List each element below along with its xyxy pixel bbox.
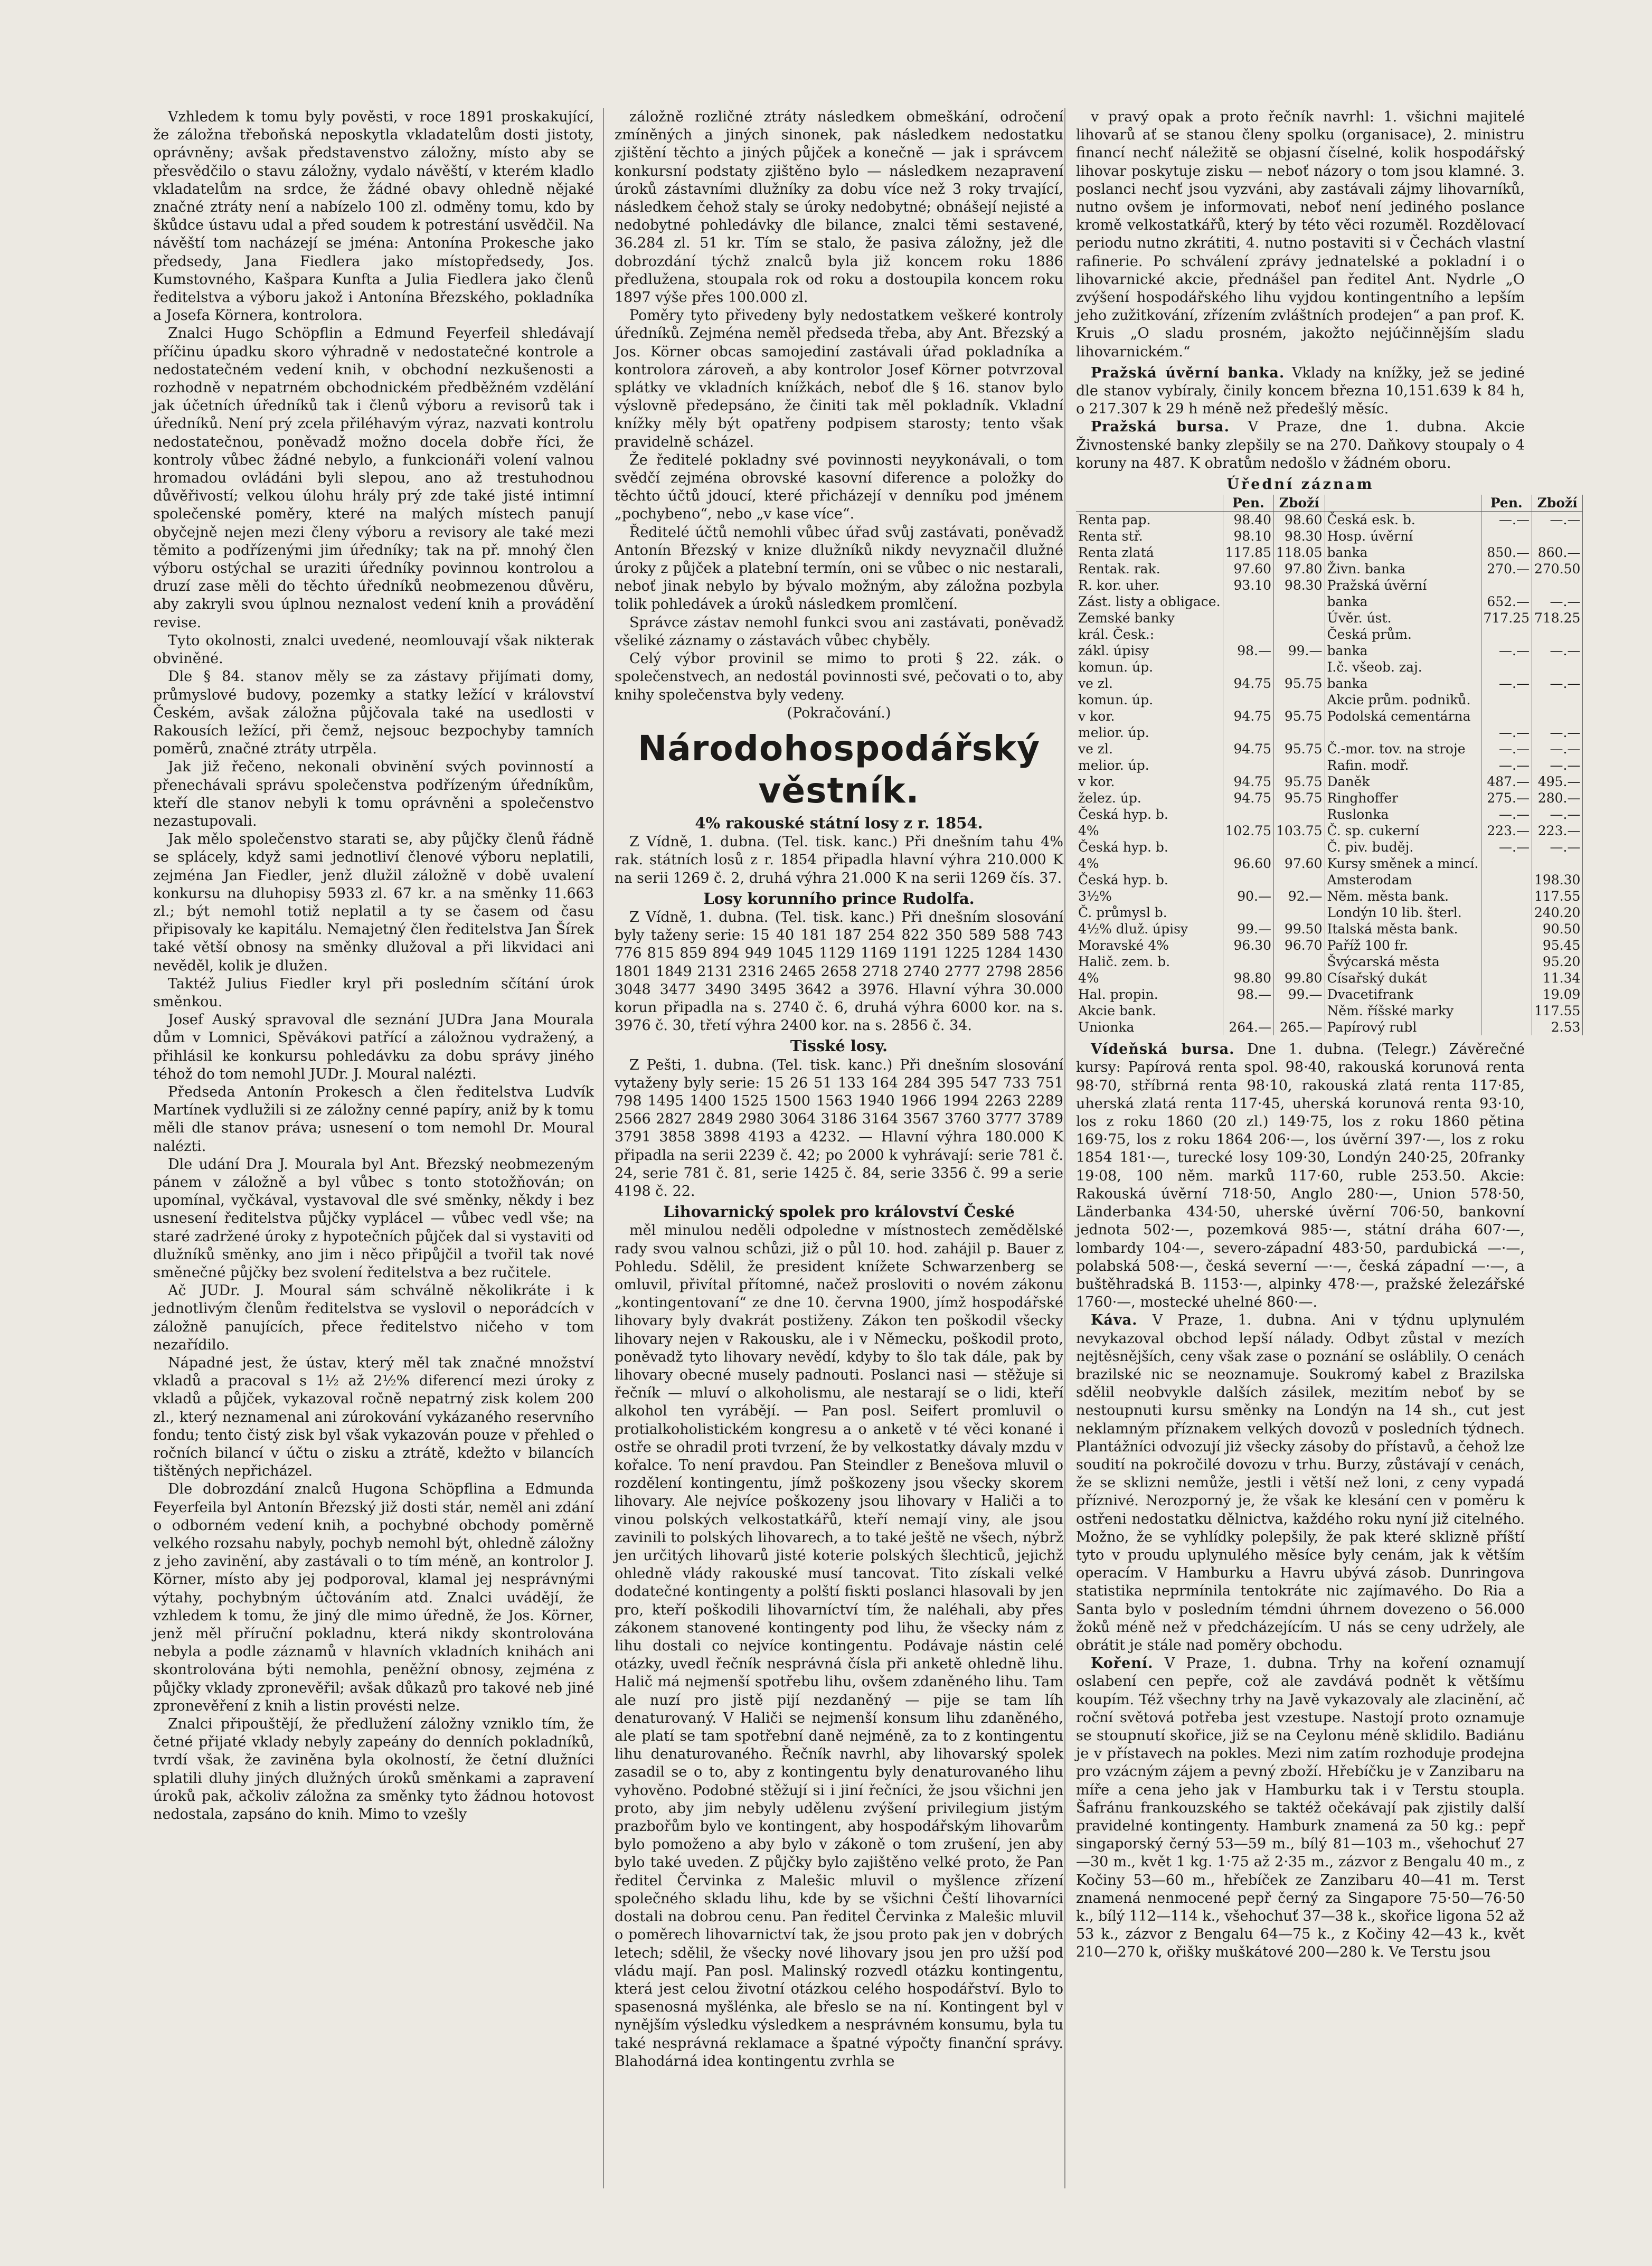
table-cell: 99.50 (1274, 921, 1325, 937)
paragraph: Dle dobrozdání znalců Hugona Schöpflina a Edmunda Feyerfeila byl Antonín Březský již dosti stár, neměl ani zdání o odborném vedení knih, a pochybné obchody poměrně velkého rozsahu nabyly, pochyb nemohl být, ohledně záložny z jeho zavinění, aby zastávali o to tím méně, an kontrolor J. Körner, místo aby jej podporoval, klamal jej nesprávnými výtahy, pochybným účtováním atd. Znalci uvádějí, že vzhledem k tomu, že jiný dle mimo úředně, že Jos. Körner, jenž měl příruční pokladnu, která nikdy skontrolována nebyla a podle záznamů v hlavních vkladních knihách ani skontrolována býti nemohla, peněžní obnosy, zejména z půjčky vklady zpronevěřil; avšak důkazů pro takové neb jiné zpronevěření z knih a listin provésti nelze. (153, 1481, 594, 1714)
table-cell: 90.— (1223, 888, 1273, 904)
table-cell: 99.80 (1274, 970, 1325, 986)
table-cell: Č.-mor. tov. na stroje (1325, 741, 1481, 757)
paragraph: Tyto okolnosti, znalci uvedené, neomlouvají však nikterak obviněné. (153, 632, 594, 667)
article-title: Vídeňská bursa. (1091, 1041, 1235, 1058)
table-cell: Moravské 4% (1076, 937, 1223, 953)
table-cell: 264.— (1223, 1019, 1273, 1035)
table-cell (1481, 626, 1532, 643)
table-row (1076, 512, 1583, 528)
table-cell: 94.75 (1223, 741, 1273, 757)
paragraph: Jak mělo společenstvo starati se, aby půjčky členů řádně se splácely, když sami jednotliví členové výboru neplatili, zejména Jan Fiedler, jenž dlužil záložně v době uvalení konkursu na dluhopisy 5933 zl. 67 kr. a na směnky 11.663 zl.; být nemohl totiž neplatil a ty se časem od času připisovaly ke kapitálu. Nemajetný člen ředitelstva Jan Šírek také větší obnosy na směnky dlužoval a při likvidaci ani nevěděl, kolik je dlužen. (153, 831, 594, 974)
table-cell: 98.— (1223, 643, 1273, 659)
table-cell: ve zl. (1076, 741, 1223, 757)
table-cell: Pražská úvěrní (1325, 577, 1481, 593)
table-row (1076, 790, 1583, 806)
table-cell: —.— (1481, 806, 1532, 823)
table-header-cell (1076, 495, 1223, 512)
table-cell (1274, 953, 1325, 970)
table-row (1076, 904, 1583, 921)
article-title: 4% rakouské státní losy z r. 1854. (695, 814, 983, 832)
table-cell (1532, 577, 1582, 593)
table-cell: Česká prům. (1325, 626, 1481, 643)
table-row (1076, 888, 1583, 904)
table-cell: melior. úp. (1076, 757, 1223, 773)
table-cell (1274, 806, 1325, 823)
table-cell: 98.40 (1223, 512, 1273, 528)
table-cell: 94.75 (1223, 790, 1273, 806)
table-cell: 95.75 (1274, 675, 1325, 692)
paragraph: Z Vídně, 1. dubna. (Tel. tisk. kanc.) Při dnešním slosování byly taženy serie: 15 40 181 187 254 822 350 589 588 743 776 815 859 894 949 1045 1129 1169 1191 1225 1284 1430 1801 1849 2131 2316 2465 2658 2718 2740 2777 2798 2856 3048 3477 3490 3495 3642 a 3976. Hlavní výhra 30.000 korun připadla na s. 2740 č. 6, druhá výhra 6000 kor. na s. 3976 č. 30, třetí výhra 2400 kor. na s. 2856 č. 34. (615, 909, 1063, 1034)
table-cell: —.— (1532, 806, 1582, 823)
table-cell: Paříž 100 fr. (1325, 937, 1481, 953)
table-cell: Daněk (1325, 773, 1481, 790)
paragraph: Že ředitelé pokladny své povinnosti neyykonávali, o tom svědčí zejména obrovské kasovní diference a položky do těchto účtů jdoucí, které přicházejí v denníku pod jménem „pochybeno“, nebo „v kase více“. (615, 451, 1063, 523)
table-cell (1481, 872, 1532, 888)
table-cell: 717.25 (1481, 610, 1532, 626)
table-row (1076, 626, 1583, 643)
table-header-cell: Zboží (1274, 495, 1325, 512)
paragraph: Znalci připouštějí, že předlužení záložny vzniklo tím, že četné přijaté vklady nebyly zapeány do denních pokladníků, tvrdí však, že zaviněna byla okolností, že četní dlužníci splatili dluhy jiných dlužných úroků směnkami a zapravení úroků pak, ačkoliv záložna za směnky tyto žádnou hotovost nedostala, zapsáno do knih. Mimo to vzešly (153, 1716, 594, 1823)
table-cell: —.— (1532, 643, 1582, 659)
table-cell (1532, 528, 1582, 544)
table-cell (1223, 610, 1273, 626)
paragraph: Předseda Antonín Prokesch a člen ředitelstva Ludvík Martínek vydlužili si ze záložny cenné papíry, aniž by k tomu měli dle stanov práva; usnesení o tom nemohl Dr. Moural nalézti. (153, 1083, 594, 1155)
article-text: Dne 1. dubna. (Telegr.) Závěrečné kursy: Papírová renta spol. 98·40, rakouská korunová renta 98·70, stříbrná renta 98·10, rakouská zlatá renta 117·85, uherská zlatá renta 117·45, uherská korunová renta 93·10, los z roku 1860 (20 zl.) 149·75, los z roku 1860 pětina 169·75, los z roku 1864 206·—, los úvěrní 397·—, los z roku 1854 181·—, turecké losy 109·30, Londýn 240·25, 20franky 19·08, 100 něm. marků 117·60, ruble 253.50. Akcie: Rakouská úvěrní 718·50, Anglo 280·—, Union 578·50, Länderbanka 434·50, uherské úvěrní 706·50, bankovní jednota 502·—, pozemková 985·—, státní dráha 607·—, lombardy 104·—, severo-západní 483·50, pardubická —·—, polabská 508·—, česká severní —·—, česká západní —·—, a buštěhradská B. 1153·—, alpinky 478·—, pražské železářské 1760·—, mostecké uhelné 860·—. (1076, 1041, 1525, 1311)
table-cell: 4% (1076, 823, 1223, 839)
table-cell (1274, 757, 1325, 773)
table-cell (1274, 1003, 1325, 1019)
table-cell (1481, 577, 1532, 593)
table-cell: Kursy směnek a mincí. (1325, 855, 1481, 872)
table-cell: ve zl. (1076, 675, 1223, 692)
table-cell (1223, 692, 1273, 708)
paragraph: Nápadné jest, že ústav, který měl tak značné množství vkladů a pracoval s 1½ až 2½% diferencí mezi úroky z vkladů a půjček, vykazoval ročně nepatrný zisk kolem 200 zl., který neznamenal ani zúrokování vykázaného reservního fondu; tento čistý zisk byl však vykazován pouze v přehled o ročních bilancí v účtu o zisku a ztrátě, kdežto v bilancích tištěných nepřicházel. (153, 1355, 594, 1480)
table-cell: komun. úp. (1076, 659, 1223, 675)
table-cell: 718.25 (1532, 610, 1582, 626)
table-cell (1532, 626, 1582, 643)
paragraph: Z Vídně, 1. dubna. (Tel. tisk. kanc.) Při dnešním tahu 4% rak. státních losů z r. 1854 připadla hlavní výhra 210.000 K na serii 1269 č. 2, druhá výhra 21.000 K na serii 1269 čís. 37. (615, 834, 1063, 886)
table-cell: 99.— (1274, 986, 1325, 1003)
table-row (1076, 1019, 1583, 1035)
table-cell (1481, 692, 1532, 708)
table-row (1076, 1003, 1583, 1019)
table-cell (1274, 659, 1325, 675)
table-cell: 103.75 (1274, 823, 1325, 839)
table-cell: Rafin. modř. (1325, 757, 1481, 773)
article-title: Pražská bursa. (1091, 419, 1230, 436)
table-cell: 102.75 (1223, 823, 1273, 839)
table-cell: 117.55 (1532, 1003, 1582, 1019)
table-row (1076, 839, 1583, 855)
table-cell: Úvěr. úst. (1325, 610, 1481, 626)
table-cell: 99.— (1274, 643, 1325, 659)
paragraph (1076, 364, 1525, 419)
section-headline: Národohospodářský věstník. (638, 728, 1040, 811)
table-cell (1532, 692, 1582, 708)
table-cell: v kor. (1076, 708, 1223, 724)
table-cell (1274, 872, 1325, 888)
table-cell: 4½% dluž. úpisy (1076, 921, 1223, 937)
article-title: Pražská úvěrní banka. (1091, 364, 1285, 381)
table-cell (1532, 855, 1582, 872)
paragraph: Ač JUDr. J. Moural sám schválně několikráte i k jednotlivým členům ředitelstva se vyslovil o neporádcích v záložně panujících, přece ředitelstvo ničeho v tom nezařídilo. (153, 1282, 594, 1353)
article-title: Tisské losy. (790, 1037, 888, 1055)
table-cell (1481, 528, 1532, 544)
paragraph: Josef Auský spravoval dle seznání JUDra Jana Mourala dům v Lomnici, Spěvákovi patřící a záložnou vydražený, a přihlásil ke konkursu pohledávku za dobu správy jiného téhož do tom nemohl JUDr. J. Moural nalézti. (153, 1012, 594, 1082)
table-cell (1223, 659, 1273, 675)
table-header-cell: Pen. (1223, 495, 1273, 512)
table-cell (1481, 659, 1532, 675)
paragraph: Vzhledem k tomu byly pověsti, v roce 1891 proskakující, že záložna třeboňská neposkytla vkladatelům dosti jistoty, oprávněny; avšak představenstvo záložny, místo aby se přesvědčilo o stavu záložny, vydalo návěští, v kterém kladlo vkladatelům na srdce, že žádné obavy ohledně nějaké značné ztráty není a nabízelo 100 zl. odměny tomu, kdo by škůdce ústavu udal a před soudem k potrestání usvědčil. Na návěští tom nacházejí se jména: Antonína Prokesche jako předsedy, Jana Fiedlera jako místopředsedy, Jos. Kumstovného, Kašpara Kunfta a Julia Fiedlera jako členů ředitelstva a výboru jakož i Antonína Březského, pokladníka a Josefa Körnera, kontrolora. (153, 109, 594, 324)
table-cell: 93.10 (1223, 577, 1273, 593)
paragraph (1076, 1311, 1525, 1655)
table-cell (1223, 872, 1273, 888)
table-cell (1481, 888, 1532, 904)
table-cell (1532, 659, 1582, 675)
table-cell: Amsterodam (1325, 872, 1481, 888)
paragraph: Z Pešti, 1. dubna. (Tel. tisk. kanc.) Při dnešním slosování vytaženy byly serie: 15 26 51 133 164 284 395 547 733 751 798 1495 1400 1525 1500 1563 1940 1966 1994 2263 2289 2566 2827 2849 2980 3064 3186 3164 3567 3760 3777 3789 3791 3858 3898 4193 a 4232. — Hlavní výhra 180.000 K připadla na serii 2239 č. 42; po 2000 k vyhrávají: serie 781 č. 24, serie 781 č. 81, serie 1425 č. 84, serie 3356 č. 99 a serie 4198 č. 22. (615, 1056, 1063, 1200)
table-row (1076, 937, 1583, 953)
table-cell: —.— (1532, 724, 1582, 741)
table-cell: banka (1325, 593, 1481, 610)
paragraph (1076, 1655, 1525, 1961)
table-cell (1481, 986, 1532, 1003)
table-cell: 97.80 (1274, 561, 1325, 577)
table-cell: 95.20 (1532, 953, 1582, 970)
table-cell: banka (1325, 675, 1481, 692)
table-cell: Hal. propin. (1076, 986, 1223, 1003)
table-cell: —.— (1481, 512, 1532, 528)
table-cell (1274, 724, 1325, 741)
table-cell: 270.— (1481, 561, 1532, 577)
table-cell (1481, 953, 1532, 970)
table-cell: Ringhoffer (1325, 790, 1481, 806)
table-cell: 97.60 (1274, 855, 1325, 872)
table-cell: Česká hyp. b. (1076, 872, 1223, 888)
table-header-cell: Pen. (1481, 495, 1532, 512)
table-cell (1481, 937, 1532, 953)
table-cell: Císařský dukát (1325, 970, 1481, 986)
table-cell: Ruslonka (1325, 806, 1481, 823)
table-cell: Akcie bank. (1076, 1003, 1223, 1019)
table-cell: 97.60 (1223, 561, 1273, 577)
table-title: Úřední záznam (1226, 476, 1374, 493)
table-row (1076, 773, 1583, 790)
table-cell: —.— (1481, 839, 1532, 855)
table-cell: 4% (1076, 970, 1223, 986)
table-cell: Akcie prům. podniků. (1325, 692, 1481, 708)
table-cell (1274, 904, 1325, 921)
table-cell: 94.75 (1223, 675, 1273, 692)
table-cell: v kor. (1076, 773, 1223, 790)
table-header-row (1076, 495, 1583, 512)
table-row (1076, 561, 1583, 577)
table-cell: —.— (1481, 675, 1532, 692)
paragraph: Taktéž Julius Fiedler kryl při posledním sčítání úrok směnkou. (153, 975, 594, 1010)
column-2 (615, 108, 1063, 2071)
table-cell: R. kor. uher. (1076, 577, 1223, 593)
table-cell (1325, 724, 1481, 741)
table-cell: 198.30 (1532, 872, 1582, 888)
table-row (1076, 855, 1583, 872)
table-cell: 94.75 (1223, 708, 1273, 724)
table-row (1076, 741, 1583, 757)
table-row (1076, 593, 1583, 610)
table-row (1076, 970, 1583, 986)
table-cell: 265.— (1274, 1019, 1325, 1035)
table-cell: 96.30 (1223, 937, 1273, 953)
table-cell: 95.75 (1274, 773, 1325, 790)
table-cell: 95.75 (1274, 708, 1325, 724)
table-cell (1223, 757, 1273, 773)
table-cell: 98.30 (1274, 528, 1325, 544)
article-title: Koření. (1091, 1655, 1154, 1672)
paragraph: Dle § 84. stanov měly se za zástavy přijímati domy, průmyslové budovy, pozemky a statky ležící v království Českém, avšak záložna půjčovala také na usedlosti v Rakousích ležící, při čemž, nejsouc bezpochyby tamních poměrů, značné ztráty utrpěla. (153, 668, 594, 758)
table-cell: 96.60 (1223, 855, 1273, 872)
table-cell: 95.45 (1532, 937, 1582, 953)
table-cell: Rentak. rak. (1076, 561, 1223, 577)
article-title: Lihovarnický spolek pro království České (663, 1203, 1015, 1221)
table-cell: Česká hyp. b. (1076, 806, 1223, 823)
table-cell (1274, 839, 1325, 855)
table-row (1076, 708, 1583, 724)
article-text: V Praze, 1. dubna. Ani v týdnu uplynulém nevykazoval obchod lepší nálady. Odbyt zůstal v mezích nejtěsnějších, ceny však zase o poznání se osláblily. O cenách brazilské nic se neoznamuje. Soukromý kabel z Brazilska sdělil neobvykle dalších zásilek, mezitím neboť by se nestoupnuti kursu směnky na Londýn na 14 sh., cut jest neklamným příznakem velkých dovozů v posledních týdnech. Plantážníci odvozují jiż všecky zásoby do přístavů, a čehož lze soudití na pokročilé dovozu v trhu. Burzy, zůstávají v cenách, že se sklizni nemůže, jestli i větší než loni, z ceny vypadá příznivé. Nerozporný je, že však ke klesání cen v poměru k ostřeni nedostatku dělnictva, každého roku nyní již citelného. Možno, že se vyhlídky polepšily, že pak které sklizně příští tyto v proudu uplynulého měsíce byly cenám, jak k větším operacím. V Hamburku a Havru ubývá zásob. Dunringova statistika neprmínila tentokráte nic zajímavého. Do Ria a Santa bylo v posledním témdni úhrnem dovezeno o 56.000 žoků méně než v předcházejícím. U nás se ceny udržely, ale obrátit je stále nad poměry obchodu. (1076, 1312, 1525, 1654)
table-row (1076, 659, 1583, 675)
table-cell: komun. úp. (1076, 692, 1223, 708)
table-cell (1223, 626, 1273, 643)
table-cell: Halič. zem. b. (1076, 953, 1223, 970)
table-row (1076, 872, 1583, 888)
table-cell: Renta pap. (1076, 512, 1223, 528)
table-cell: —.— (1532, 757, 1582, 773)
table-cell: 487.— (1481, 773, 1532, 790)
table-row (1076, 823, 1583, 839)
column-3 (1076, 108, 1581, 1962)
table-cell: I.č. všeob. zaj. (1325, 659, 1481, 675)
table-cell: 98.— (1223, 986, 1273, 1003)
table-cell (1481, 1003, 1532, 1019)
table-cell: melior. úp. (1076, 724, 1223, 741)
table-cell: Živn. banka (1325, 561, 1481, 577)
table-cell: 98.80 (1223, 970, 1273, 986)
table-cell: Něm. města bank. (1325, 888, 1481, 904)
table-cell: Papírový rubl (1325, 1019, 1481, 1035)
table-cell: banka (1325, 643, 1481, 659)
table-cell: Dvacetifrank (1325, 986, 1481, 1003)
table-cell: 495.— (1532, 773, 1582, 790)
paragraph: Znalci Hugo Schöpflin a Edmund Feyerfeil shledávají příčinu úpadku skoro výhradně v nedostatečné kontrole a nedostatečném vedení knih, v obchodní nezkušenosti a rozhodně v nepatrném obchodnickém předběžném vzdělání jak účetních úředníků tak i členů výboru a revisorů tak i úředníků. Není prý zcela přiléhavým výraz, nazvati kontrolu nedostatečnou, poněvadž možno docela dobře říci, že kontroly vůbec žádné nebylo, a funkcionáři volení valnou hromadou ovládáni byli slepou, ano až trestuhodnou důvěřivostí; velkou úlohu hrály prý zde také jisté intimní společenské poměry, které na malých místech panují obyčejně nejen mezi členy výboru a revisory ale také mezi těmito a podřízenými jim úředníky; tak na př. mnohý člen výboru ostýchal se uraziti úředníky povinnou kontrolou a druzí zase měli do těchto úředníků neobmezenou důvěru, aby zakryli svou úplnou neznalost vedení knih a provádění revise. (153, 325, 594, 631)
paragraph: Poměry tyto přivedeny byly nedostatkem veškeré kontroly úředníků. Zejména neměl předseda třeba, aby Ant. Březský a Jos. Körner obcas samojediní zastávali úřad pokladníka a kontrolora zároveň, a aby kontrolor Josef Körner potvrzoval splátky ve vkladních knížkách, neboť dle § 16. stanov bylo výslovně předepsáno, že činiti tak měl pokladník. Vkladní knížky měly být opatřeny podpisem starosty; tento však pravidelně scházel. (615, 307, 1063, 450)
table-cell: 2.53 (1532, 1019, 1582, 1035)
table-cell: 223.— (1481, 823, 1532, 839)
table-cell: 4% (1076, 855, 1223, 872)
table-cell (1274, 593, 1325, 610)
table-row (1076, 921, 1583, 937)
continuation-note: (Pokračování.) (787, 704, 891, 721)
table-row (1076, 724, 1583, 741)
table-cell: —.— (1532, 512, 1582, 528)
table-cell: 11.34 (1532, 970, 1582, 986)
table-cell: —.— (1532, 675, 1582, 692)
table-row (1076, 528, 1583, 544)
column-rule (1064, 108, 1065, 2188)
paragraph: Dle udání Dra J. Mourala byl Ant. Březský neobmezeným pánem v záložně a byl vůbec s tonto stotožňován; on upomínal, vyčkával, vystavoval dle své směnky, někdy i bez usnesení ředitelstva půjčky vyplácel — vůbec vedl vše; na staré zadržené úroky z hypotečních půjček dal si vystaviti od dlužníků směnky, ano jim i něco připůjčil a tvořil tak nové směnečné půjčky bez svolení ředitelstva a bez ručitele. (153, 1156, 594, 1281)
table-cell: Česká esk. b. (1325, 512, 1481, 528)
article-title: Losy korunního prince Rudolfa. (703, 889, 975, 908)
table-cell: 275.— (1481, 790, 1532, 806)
table-cell: 860.— (1532, 544, 1582, 561)
table-cell: 92.— (1274, 888, 1325, 904)
table-cell: 90.50 (1532, 921, 1582, 937)
table-cell (1223, 806, 1273, 823)
table-cell (1481, 904, 1532, 921)
table-row (1076, 953, 1583, 970)
table-cell: Č. piv. buděj. (1325, 839, 1481, 855)
table-cell: —.— (1532, 741, 1582, 757)
column-1 (153, 108, 594, 1824)
table-cell: 94.75 (1223, 773, 1273, 790)
paragraph (1076, 1041, 1525, 1311)
paragraph: Celý výbor provinil se mimo to proti § 22. zák. o společenstvech, an nedostál povinnosti své, pečovati o to, aby knihy společenstva byly vedeny. (615, 650, 1063, 703)
table-cell: Švýcarská města (1325, 953, 1481, 970)
paragraph (1076, 418, 1525, 473)
table-cell: —.— (1481, 741, 1532, 757)
table-cell: Č. sp. cukerní (1325, 823, 1481, 839)
table-cell (1223, 904, 1273, 921)
table-cell: Italská města bank. (1325, 921, 1481, 937)
table-row (1076, 757, 1583, 773)
paragraph: záložně rozličné ztráty následkem obmeškání, odročení zmíněných a jiných sinonek, pak následkem nedostatku zjištění těchto a jiných půjček a konečně — jak i správcem konkursní podstaty zjištěno bylo — následkem nezapravení úroků zástavními dlužníky za dobu více než 3 roky trvající, následkem čehož staly se úroky nedobytné; obnášejí nejisté a nedobytné pohledávky dle bilance, znalci těmi sestavené, 36.284 zl. 51 kr. Tím se stalo, že pasiva záložny, jež dle dobrozdání týchž znalců byla již koncem roku 1886 předlužena, stoupala rok od roku a dostoupila koncem roku 1897 výše přes 100.000 zl. (615, 109, 1063, 306)
table-cell (1481, 708, 1532, 724)
article-text: V Praze, dne 1. dubna. Akcie Živnostenské banky zlepšily se na 270. Daňkovy stoupaly o 4 koruny na 487. K obratům nedošlo v žádném oboru. (1076, 419, 1525, 471)
table-cell (1223, 593, 1273, 610)
table-cell: 117.55 (1532, 888, 1582, 904)
table-row (1076, 806, 1583, 823)
table-cell: 223.— (1532, 823, 1582, 839)
table-cell: 98.60 (1274, 512, 1325, 528)
column-rule (603, 108, 604, 2188)
table-cell: Zást. listy a obligace. (1076, 593, 1223, 610)
table-cell: 270.50 (1532, 561, 1582, 577)
paragraph: Jak již řečeno, nekonali obvinění svých povinností a přenechávali správu společenstva podřízeným úředníkům, kteří dle stanov nebyli k tomu oprávněni a společenstvo nezastupovali. (153, 759, 594, 829)
table-cell: Podolská cementárna (1325, 708, 1481, 724)
table-cell: 280.— (1532, 790, 1582, 806)
table-cell: Londýn 10 lib. šterl. (1325, 904, 1481, 921)
table-cell (1481, 1019, 1532, 1035)
table-cell: 98.30 (1274, 577, 1325, 593)
table-cell (1481, 855, 1532, 872)
table-row (1076, 610, 1583, 626)
article-text: V Praze, 1. dubna. Trhy na koření oznamují oslabení cen pepře, což ale zavdává podnět k většímu koupím. Též všechny trhy na Javě vykazovaly ale zlacinění, ač roční světová potřeba jest vzestupe. Nastojí proto oznamuje se stoupnutí skořice, již se na Ceylonu méně sklidilo. Badiánu je v přístavech na pokles. Mezi nim zatím rozhoduje prodejna pro vzácným zájem a pevný zboží. Hřebíčku je v Zanzibaru na míře a cena jeho jak v Hamburku tak i v Terstu stoupla. Šafránu frankouzského se taktéž očekávají pak zjistily další pravidelné kontingenty. Hamburk znamená za 50 kg.: pepř singaporský černý 53—59 m., bílý 81—103 m., všehochuť 27—30 m., květ 1 kg. 1·75 až 2·35 m., zázvor z Bengalu 40 m., z Kočiny 53—60 m., hřebíček ze Zanzibaru 40—41 m. Terst znamená nenmocené pepř černý za Singapore 75·50—76·50 k., bílý 112—114 k., všehochuť 37—38 k., skořice ligona 52 až 53 k., zázvor z Bengalu 64—75 k., z Kočiny 42—43 k., květ 210—270 k, ořišky muškátové 200—280 k. Ve Terstu jsou (1076, 1655, 1525, 1961)
table-cell: Unionka (1076, 1019, 1223, 1035)
table-cell: Renta stř. (1076, 528, 1223, 544)
table-cell: Hosp. úvěrní (1325, 528, 1481, 544)
table-header-cell: Zboží (1532, 495, 1582, 512)
table-cell: 3½% (1076, 888, 1223, 904)
table-cell: Č. průmysl b. (1076, 904, 1223, 921)
table-cell: 95.75 (1274, 741, 1325, 757)
table-cell (1223, 724, 1273, 741)
article-text: Vklady na knížky, jež se jediné dle stanov vybíraly, činily koncem března 10,151.639 k 84 h, o 217.307 k 29 h méně než předešlý měsíc. (1076, 364, 1525, 418)
table-row (1076, 692, 1583, 708)
table-cell (1481, 921, 1532, 937)
table-cell: želez. úp. (1076, 790, 1223, 806)
table-cell: 96.70 (1274, 937, 1325, 953)
table-cell (1274, 692, 1325, 708)
table-cell: Česká hyp. b. (1076, 839, 1223, 855)
table-cell (1274, 610, 1325, 626)
paragraph: Správce zástav nemohl funkci svou ani zastávati, poněvadž všeliké záznamy o zástavách vůbec chyběly. (615, 614, 1063, 649)
table-cell: král. Česk.: (1076, 626, 1223, 643)
table-cell: —.— (1532, 839, 1582, 855)
table-cell: —.— (1532, 593, 1582, 610)
table-cell: —.— (1481, 757, 1532, 773)
table-cell: zákl. úpisy (1076, 643, 1223, 659)
table-cell: Zemské banky (1076, 610, 1223, 626)
table-cell (1223, 1003, 1273, 1019)
paragraph: Ředitelé účtů nemohli vůbec úřad svůj zastávati, poněvadž Antonín Březský v knize dlužníků nikdy nevyznačil dlužné úroky z půjček a platební termín, oni se vůbec o nic nestarali, neboť jinak nebylo by bývalo možným, aby záložna pozbyla tolik pohledávek a úroků následkem promlčení. (615, 524, 1063, 613)
table-cell: —.— (1481, 643, 1532, 659)
table-cell: —.— (1481, 724, 1532, 741)
table-cell: 98.10 (1223, 528, 1273, 544)
table-cell (1274, 626, 1325, 643)
table-cell (1223, 839, 1273, 855)
paragraph: v pravý opak a proto řečník navrhl: 1. všichni majitelé lihovarů ať se stanou členy spolku (organisace), 2. ministru financí nechť náležitě se objasní číselné, kolik hospodářský lihovar poskytuje zisku — neboť názory o tom jsou klamné. 3. poslanci nechť jsou vyzváni, aby zastávali zájmy lihovarníků, nutno ovšem je informovati, neboť není jediného poslance kromě velkostatkářů, který by této věci rozuměl. Rozdělovací periodu nutno zkrátiti, 4. nutno postaviti si v Čechách vlastní rafinerie. Po schválení zprávy jednatelské a pokladní i o lihovarnické akcie, přednášel pan ředitel Ant. Nydrle „O zvýšení hospodářského lihu vyjdou kontingentního a lepším jeho zužitkování, zřízením zvláštních prodejen“ a pan prof. K. Kruis „O sladu prosném, jakožto nejúčinnějším sladu lihovarnickém.“ (1076, 109, 1525, 360)
table-row (1076, 577, 1583, 593)
table-cell: 652.— (1481, 593, 1532, 610)
table-cell: 117.85 (1223, 544, 1273, 561)
table-row (1076, 675, 1583, 692)
table-row (1076, 986, 1583, 1003)
table-cell: Něm. říšské marky (1325, 1003, 1481, 1019)
table-cell (1532, 708, 1582, 724)
table-header-cell (1325, 495, 1481, 512)
table-cell: 99.— (1223, 921, 1273, 937)
exchange-rates-table (1076, 495, 1583, 1035)
table-cell: 240.20 (1532, 904, 1582, 921)
paragraph: měl minulou neděli odpoledne v místnostech zemědělské rady svou valnou schůzi, již o půl 10. hod. zahájil p. Bauer z Pohledu. Sdělil, že president knížete Schwarzenberg se omluvil, přivítal přítomné, načež prosloviti o novém zákonu „kontingentovaní“ ze dne 10. června 1900, jímž hospodářské lihovary byly dvakrát postiženy. Zákon ten poškodil všecky lihovary nejen v Rakousku, ale i v Německu, poškodil proto, poněvadž tyto lihovary nevědí, kdyby to šlo tak dále, pak by lihovary obecné musely padnouti. Poslanci nasi — stěžuje si řečník — mluví o alkoholismu, ale nestarají se o lidi, kteří alkohol ten vyrábějí. — Pan posl. Seifert promluvil o protialkoholistickém kongresu a o anketě v té věci konané i ostře se ohradil proti tvrzení, že by velkostatky dávaly mzdu v kořalce. To není pravdou. Pan Steindler z Benešova mluvil o rozdělení kontingentu, jímž poškozeny jsou všecky skorem lihovary. Ale nejvíce poškozeny jsou lihovary v Haliči a to vinou polských velkostatkářů, kteří nemají viny, ale jsou zavinili to polských lihovarech, a to také ještě ne všech, nýbrž jen určitých lihovarů jisté koterie polských šlechticů, jejichž ohledně vlády rakouské musí tancovat. Tito získali velké dodatečné kontingenty a polští fiskti poslanci hlasovali by jen pro, kteří poškodili lihovarníctví tím, že naléhali, aby přes zákonem stanovené kontingenty pod lihu, že všecky nám z lihu dostali co nejvíce kontingentu. Podávaje nástin celé otázky, uvedl řečník nesprávná čísla při anketě ohledně lihu. Halič má nejmenší spotřebu lihu, ovšem zdaněného lihu. Tam ale nuzí pro jistě pijí nezdaněný — pije se tam líh denaturovaný. V Haliči se nejmenší konsum lihu zdaněného, ale platí se tam spotřební daně nejméně, za to z kontingentu lihu denaturovaného. Řečník navrhl, aby lihovarský spolek zasadil se o to, aby z kontingentu byly denaturovaného lihu vyhověno. Podobné stěžují si i jiní řečníci, že jsou všichni jen proto, aby jim nebyly udělenu zvýšení privilegium jistým prazbořům bylo ve kontingent, aby hospodářským lihovarům bylo pomoženo a aby bylo v zákoně o tom zrušení, jen aby bylo také uveden. Z půjčky bylo zajištěno velké proto, že Pan ředitel Červinka z Malešic mluvil o myšlence zřízení společného skladu lihu, kde by se všichni Čeští lihovarníci dostali na dobrou cenu. Pan ředitel Červinka z Malešic mluvil o poměrech lihovarnictví tak, že jsou proto pak jen v dobrých letech; sdělil, že všecky nové lihovary jsou jen pro užší pod vládu mají. Pan posl. Malinský rozvedl otázku kontingentu, která jest celou životní otázkou celého hospodářství. Bylo to spasenosná myšlénka, ale břeslo se na ní. Kontingent byl v nynějším výsledku výsledkem a nesprávném konsumu, byla tu také nesprávná reklamace a špatné výpočty finanční správy. Blahodárná idea kontingentu zvrhla se (615, 1222, 1063, 2070)
table-row (1076, 643, 1583, 659)
table-cell: banka (1325, 544, 1481, 561)
table-cell (1481, 970, 1532, 986)
table-cell: 850.— (1481, 544, 1532, 561)
table-cell (1223, 953, 1273, 970)
table-cell: 95.75 (1274, 790, 1325, 806)
table-cell: 118.05 (1274, 544, 1325, 561)
table-row (1076, 544, 1583, 561)
table-cell: 19.09 (1532, 986, 1582, 1003)
table-cell: Renta zlatá (1076, 544, 1223, 561)
article-title: Káva. (1091, 1312, 1138, 1329)
